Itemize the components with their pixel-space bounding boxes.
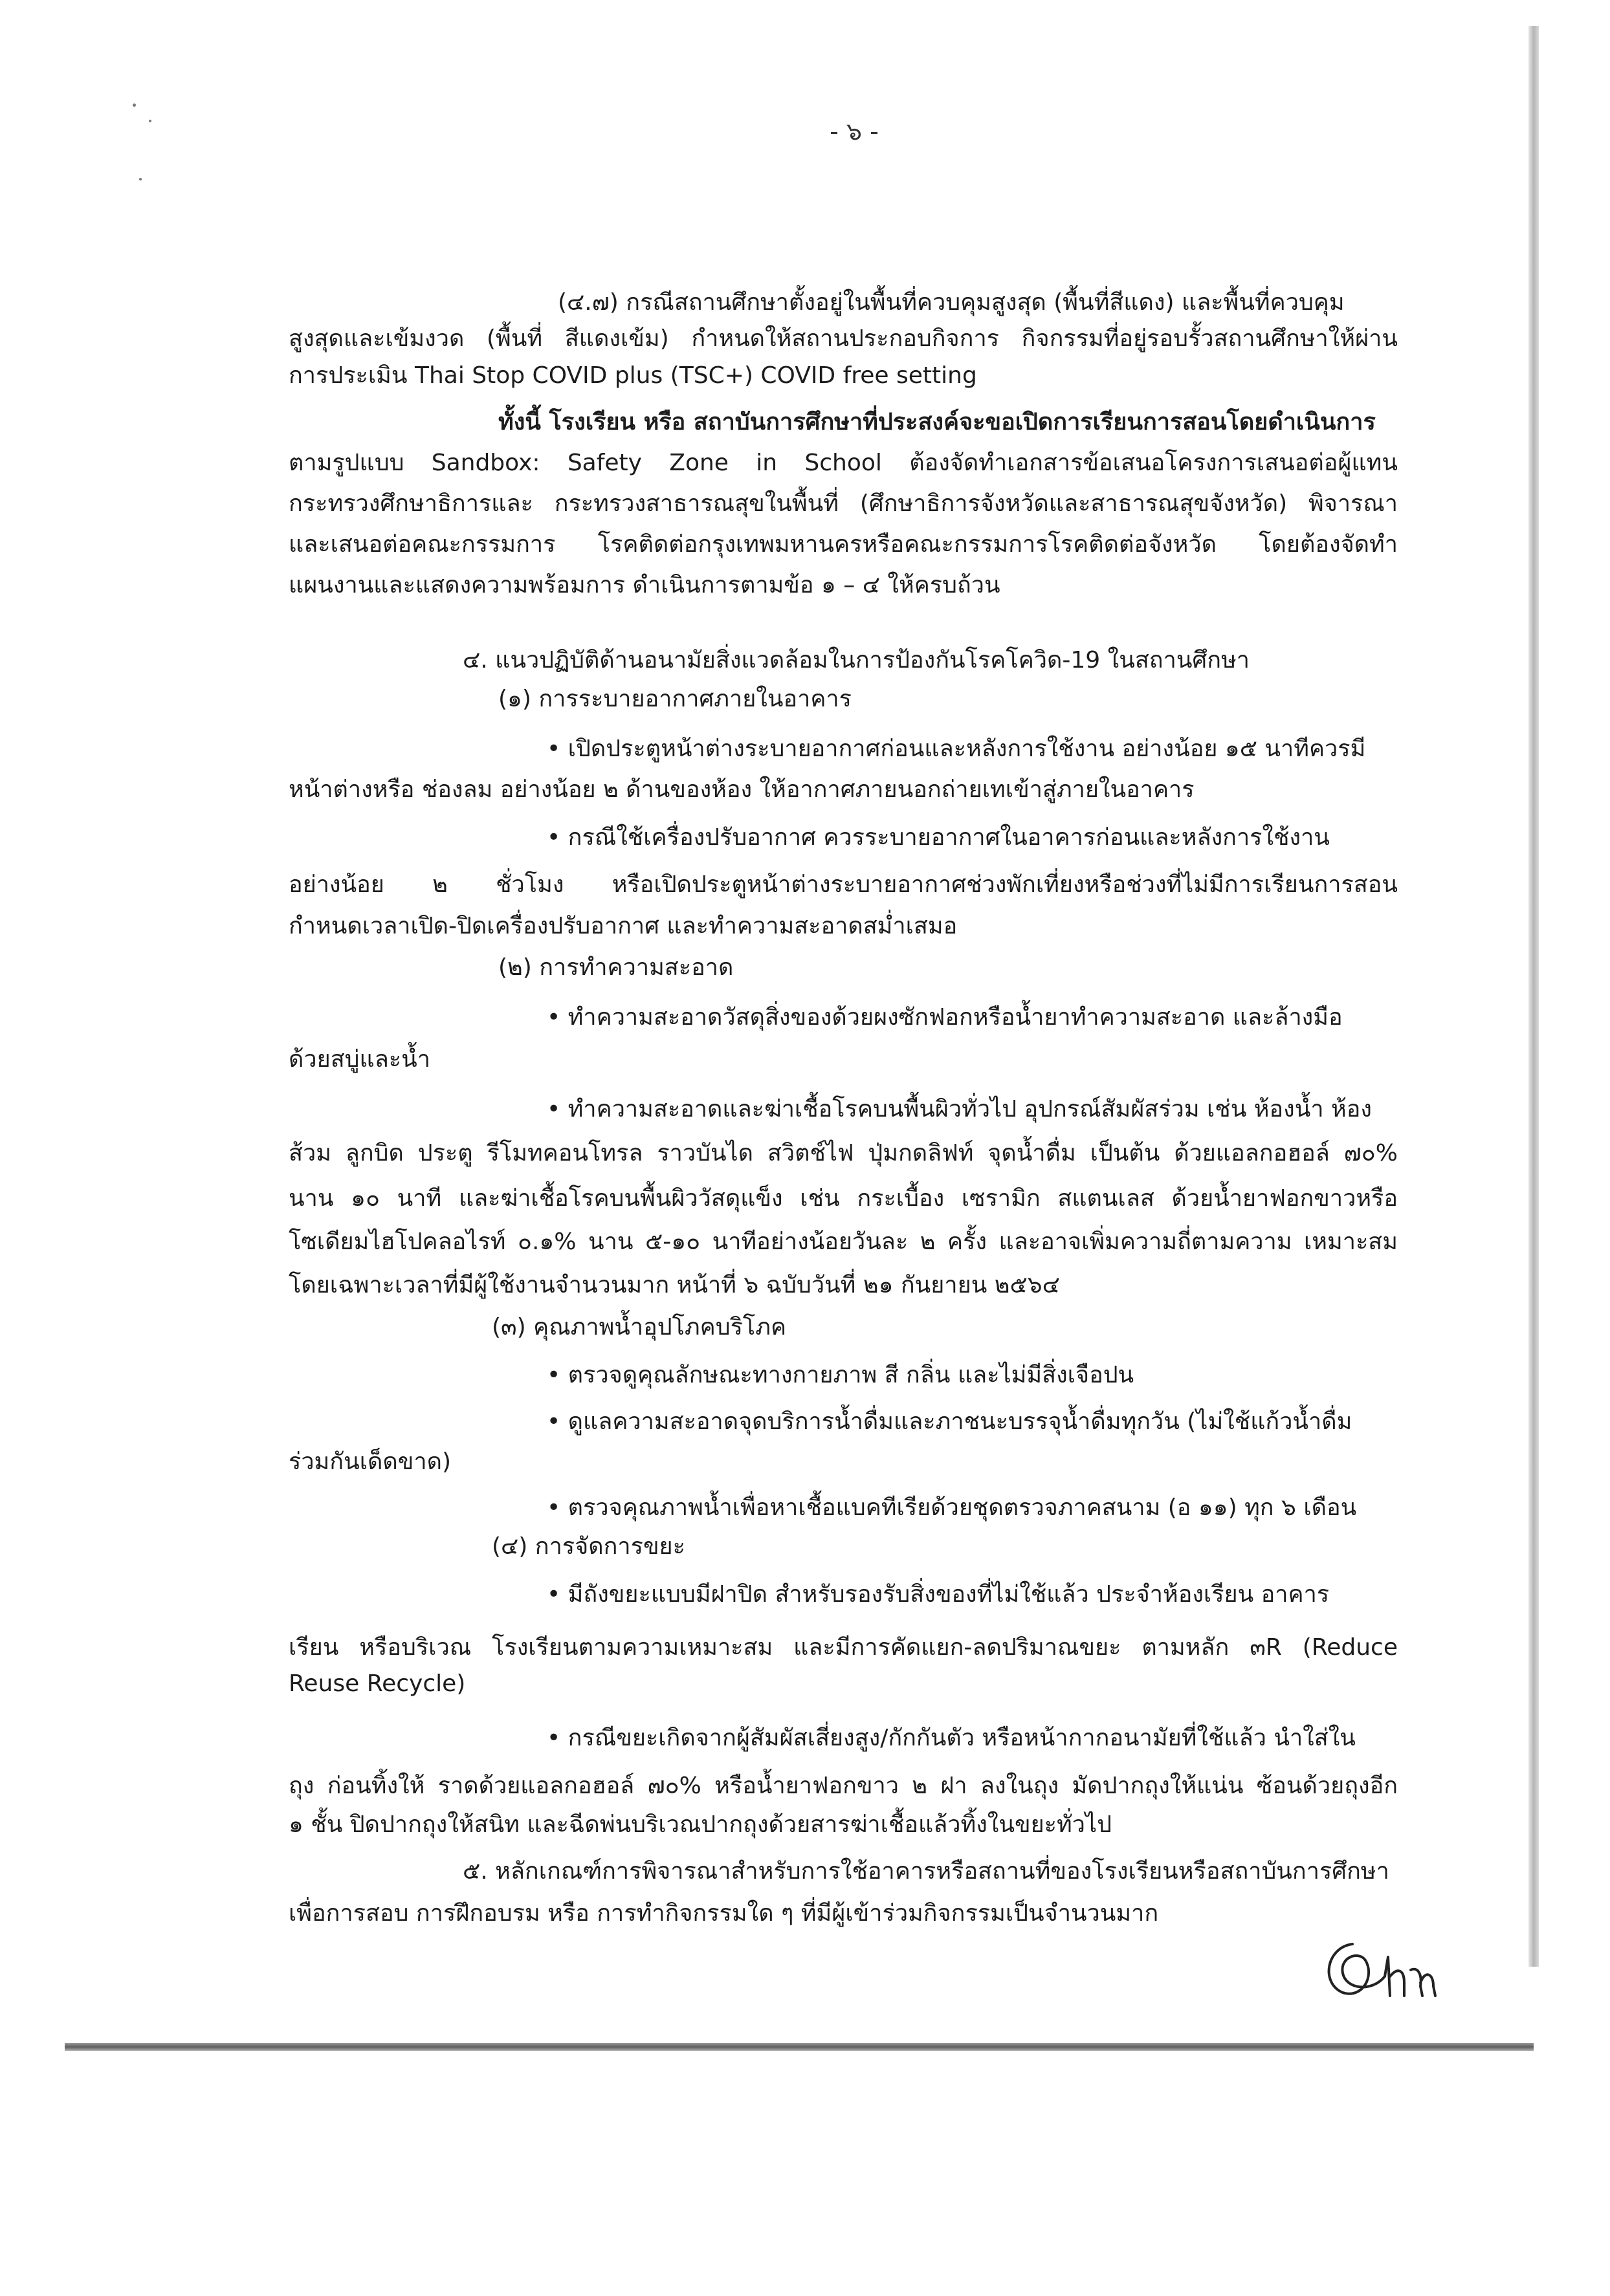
text-line: ถุง ก่อนทิ้งให้ ราดด้วยแอลกอฮอล์ ๗๐% หรือน้ำยาฟอกขาว ๒ ฝา ลงในถุง มัดปากถุงให้แน่น ซ้อนด้วยถุงอีก bbox=[289, 1773, 1398, 1799]
scanned-page-right-edge bbox=[1528, 26, 1539, 1967]
text-line: ด้วยสบู่และน้ำ bbox=[289, 1046, 430, 1073]
text-line: หน้าต่างหรือ ช่องลม อย่างน้อย ๒ ด้านของห้อง ให้อากาศภายนอกถ่ายเทเข้าสู่ภายในอาคาร bbox=[289, 776, 1195, 803]
bullet-line: • ตรวจดูคุณลักษณะทางกายภาพ สี กลิ่น และไม่มีสิ่งเจือปน bbox=[547, 1362, 1134, 1388]
text-line: ร่วมกันเด็ดขาด) bbox=[289, 1449, 451, 1475]
text-line: ส้วม ลูกบิด ประตู รีโมทคอนโทรล ราวบันได สวิตช์ไฟ ปุ่มกดลิฟท์ จุดน้ำดื่ม เป็นต้น ด้วยแอลกอฮอล์ ๗๐% bbox=[289, 1140, 1398, 1166]
text-line: สูงสุดและเข้มงวด (พื้นที่ สีแดงเข้ม) กำหนดให้สถานประกอบกิจการ กิจกรรมที่อยู่รอบรั้วสถานศึกษาให้ผ่าน bbox=[289, 325, 1398, 352]
page-number: - ๖ - bbox=[830, 117, 879, 146]
text-line: กระทรวงศึกษาธิการและ กระทรวงสาธารณสุขในพื้นที่ (ศึกษาธิการจังหวัดและสาธารณสุขจังหวัด) พิจารณา bbox=[289, 490, 1398, 517]
text-line: โซเดียมไฮโปคลอไรท์ ๐.๑% นาน ๕-๑๐ นาทีอย่างน้อยวันละ ๒ ครั้ง และอาจเพิ่มความถี่ตามความ เหมาะสม bbox=[289, 1229, 1398, 1255]
text-line: การประเมิน Thai Stop COVID plus (TSC+) COVID free setting bbox=[289, 362, 977, 389]
handwritten-signature bbox=[1314, 1931, 1443, 2015]
text-line: ตามรูปแบบ Sandbox: Safety Zone in School ต้องจัดทำเอกสารข้อเสนอโครงการเสนอต่อผู้แทน bbox=[289, 450, 1398, 476]
scan-speck bbox=[149, 120, 151, 122]
text-line: อย่างน้อย ๒ ชั่วโมง หรือเปิดประตูหน้าต่างระบายอากาศช่วงพักเที่ยงหรือช่วงที่ไม่มีการเรียนการสอน bbox=[289, 871, 1398, 898]
bullet-line: • มีถังขยะแบบมีฝาปิด สำหรับรองรับสิ่งของที่ไม่ใช้แล้ว ประจำห้องเรียน อาคาร bbox=[547, 1581, 1330, 1608]
bullet-line: • ตรวจคุณภาพน้ำเพื่อหาเชื้อแบคทีเรียด้วยชุดตรวจภาคสนาม (อ ๑๑) ทุก ๖ เดือน bbox=[547, 1494, 1357, 1521]
scan-speck bbox=[139, 178, 142, 180]
text-line: (๔.๗) กรณีสถานศึกษาตั้งอยู่ในพื้นที่ควบคุมสูงสุด (พื้นที่สีแดง) และพื้นที่ควบคุม bbox=[558, 289, 1345, 316]
bullet-line: • ทำความสะอาดวัสดุสิ่งของด้วยผงซักฟอกหรือน้ำยาทำความสะอาด และล้างมือ bbox=[547, 1004, 1343, 1031]
text-line: Reuse Recycle) bbox=[289, 1670, 466, 1697]
text-line: เรียน หรือบริเวณ โรงเรียนตามความเหมาะสม และมีการคัดแยก-ลดปริมาณขยะ ตามหลัก ๓R (Reduce bbox=[289, 1634, 1398, 1661]
subsection-heading: (๔) การจัดการขยะ bbox=[492, 1533, 685, 1560]
subsection-heading: (๒) การทำความสะอาด bbox=[498, 954, 734, 981]
text-line: แผนงานและแสดงความพร้อมการ ดำเนินการตามข้อ ๑ – ๔ ให้ครบถ้วน bbox=[289, 572, 1000, 598]
bullet-line: • ทำความสะอาดและฆ่าเชื้อโรคบนพื้นผิวทั่วไป อุปกรณ์สัมผัสร่วม เช่น ห้องน้ำ ห้อง bbox=[547, 1096, 1372, 1122]
text-line: ทั้งนี้ โรงเรียน หรือ สถาบันการศึกษาที่ประสงค์จะขอเปิดการเรียนการสอนโดยดำเนินการ bbox=[498, 409, 1376, 435]
bullet-line: • เปิดประตูหน้าต่างระบายอากาศก่อนและหลังการใช้งาน อย่างน้อย ๑๕ นาทีควรมี bbox=[547, 736, 1366, 762]
text-line: โดยเฉพาะเวลาที่มีผู้ใช้งานจำนวนมาก หน้าที่ ๖ ฉบับวันที่ ๒๑ กันยายน ๒๕๖๔ bbox=[289, 1272, 1060, 1298]
section-heading: ๕. หลักเกณฑ์การพิจารณาสำหรับการใช้อาคารหรือสถานที่ของโรงเรียนหรือสถาบันการศึกษา bbox=[463, 1858, 1389, 1885]
text-line: เพื่อการสอบ การฝึกอบรม หรือ การทำกิจกรรมใด ๆ ที่มีผู้เข้าร่วมกิจกรรมเป็นจำนวนมาก bbox=[289, 1900, 1159, 1927]
bullet-line: • กรณีขยะเกิดจากผู้สัมผัสเสี่ยงสูง/กักกันตัว หรือหน้ากากอนามัยที่ใช้แล้ว นำใส่ใน bbox=[547, 1725, 1356, 1751]
scanned-page-bottom-edge bbox=[65, 2043, 1534, 2051]
text-line: นาน ๑๐ นาที และฆ่าเชื้อโรคบนพื้นผิววัสดุแข็ง เช่น กระเบื้อง เซรามิก สแตนเลส ด้วยน้ำยาฟอกขาวหรือ bbox=[289, 1185, 1398, 1212]
text-line: และเสนอต่อคณะกรรมการ โรคติดต่อกรุงเทพมหานครหรือคณะกรรมการโรคติดต่อจังหวัด โดยต้องจัดทำ bbox=[289, 531, 1398, 558]
scan-speck bbox=[133, 104, 136, 107]
subsection-heading: (๑) การระบายอากาศภายในอาคาร bbox=[498, 686, 852, 712]
bullet-line: • กรณีใช้เครื่องปรับอากาศ ควรระบายอากาศในอาคารก่อนและหลังการใช้งาน bbox=[547, 824, 1330, 851]
text-line: ๑ ชั้น ปิดปากถุงให้สนิท และฉีดพ่นบริเวณปากถุงด้วยสารฆ่าเชื้อแล้วทิ้งในขยะทั่วไป bbox=[289, 1811, 1112, 1838]
bullet-line: • ดูแลความสะอาดจุดบริการน้ำดื่มและภาชนะบรรจุน้ำดื่มทุกวัน (ไม่ใช้แก้วน้ำดื่ม bbox=[547, 1408, 1352, 1435]
subsection-heading: (๓) คุณภาพน้ำอุปโภคบริโภค bbox=[492, 1314, 787, 1340]
text-line: กำหนดเวลาเปิด-ปิดเครื่องปรับอากาศ และทำความสะอาดสม่ำเสมอ bbox=[289, 913, 958, 939]
section-heading: ๔. แนวปฏิบัติด้านอนามัยสิ่งแวดล้อมในการป้องกันโรคโควิด-19 ในสถานศึกษา bbox=[463, 647, 1250, 673]
